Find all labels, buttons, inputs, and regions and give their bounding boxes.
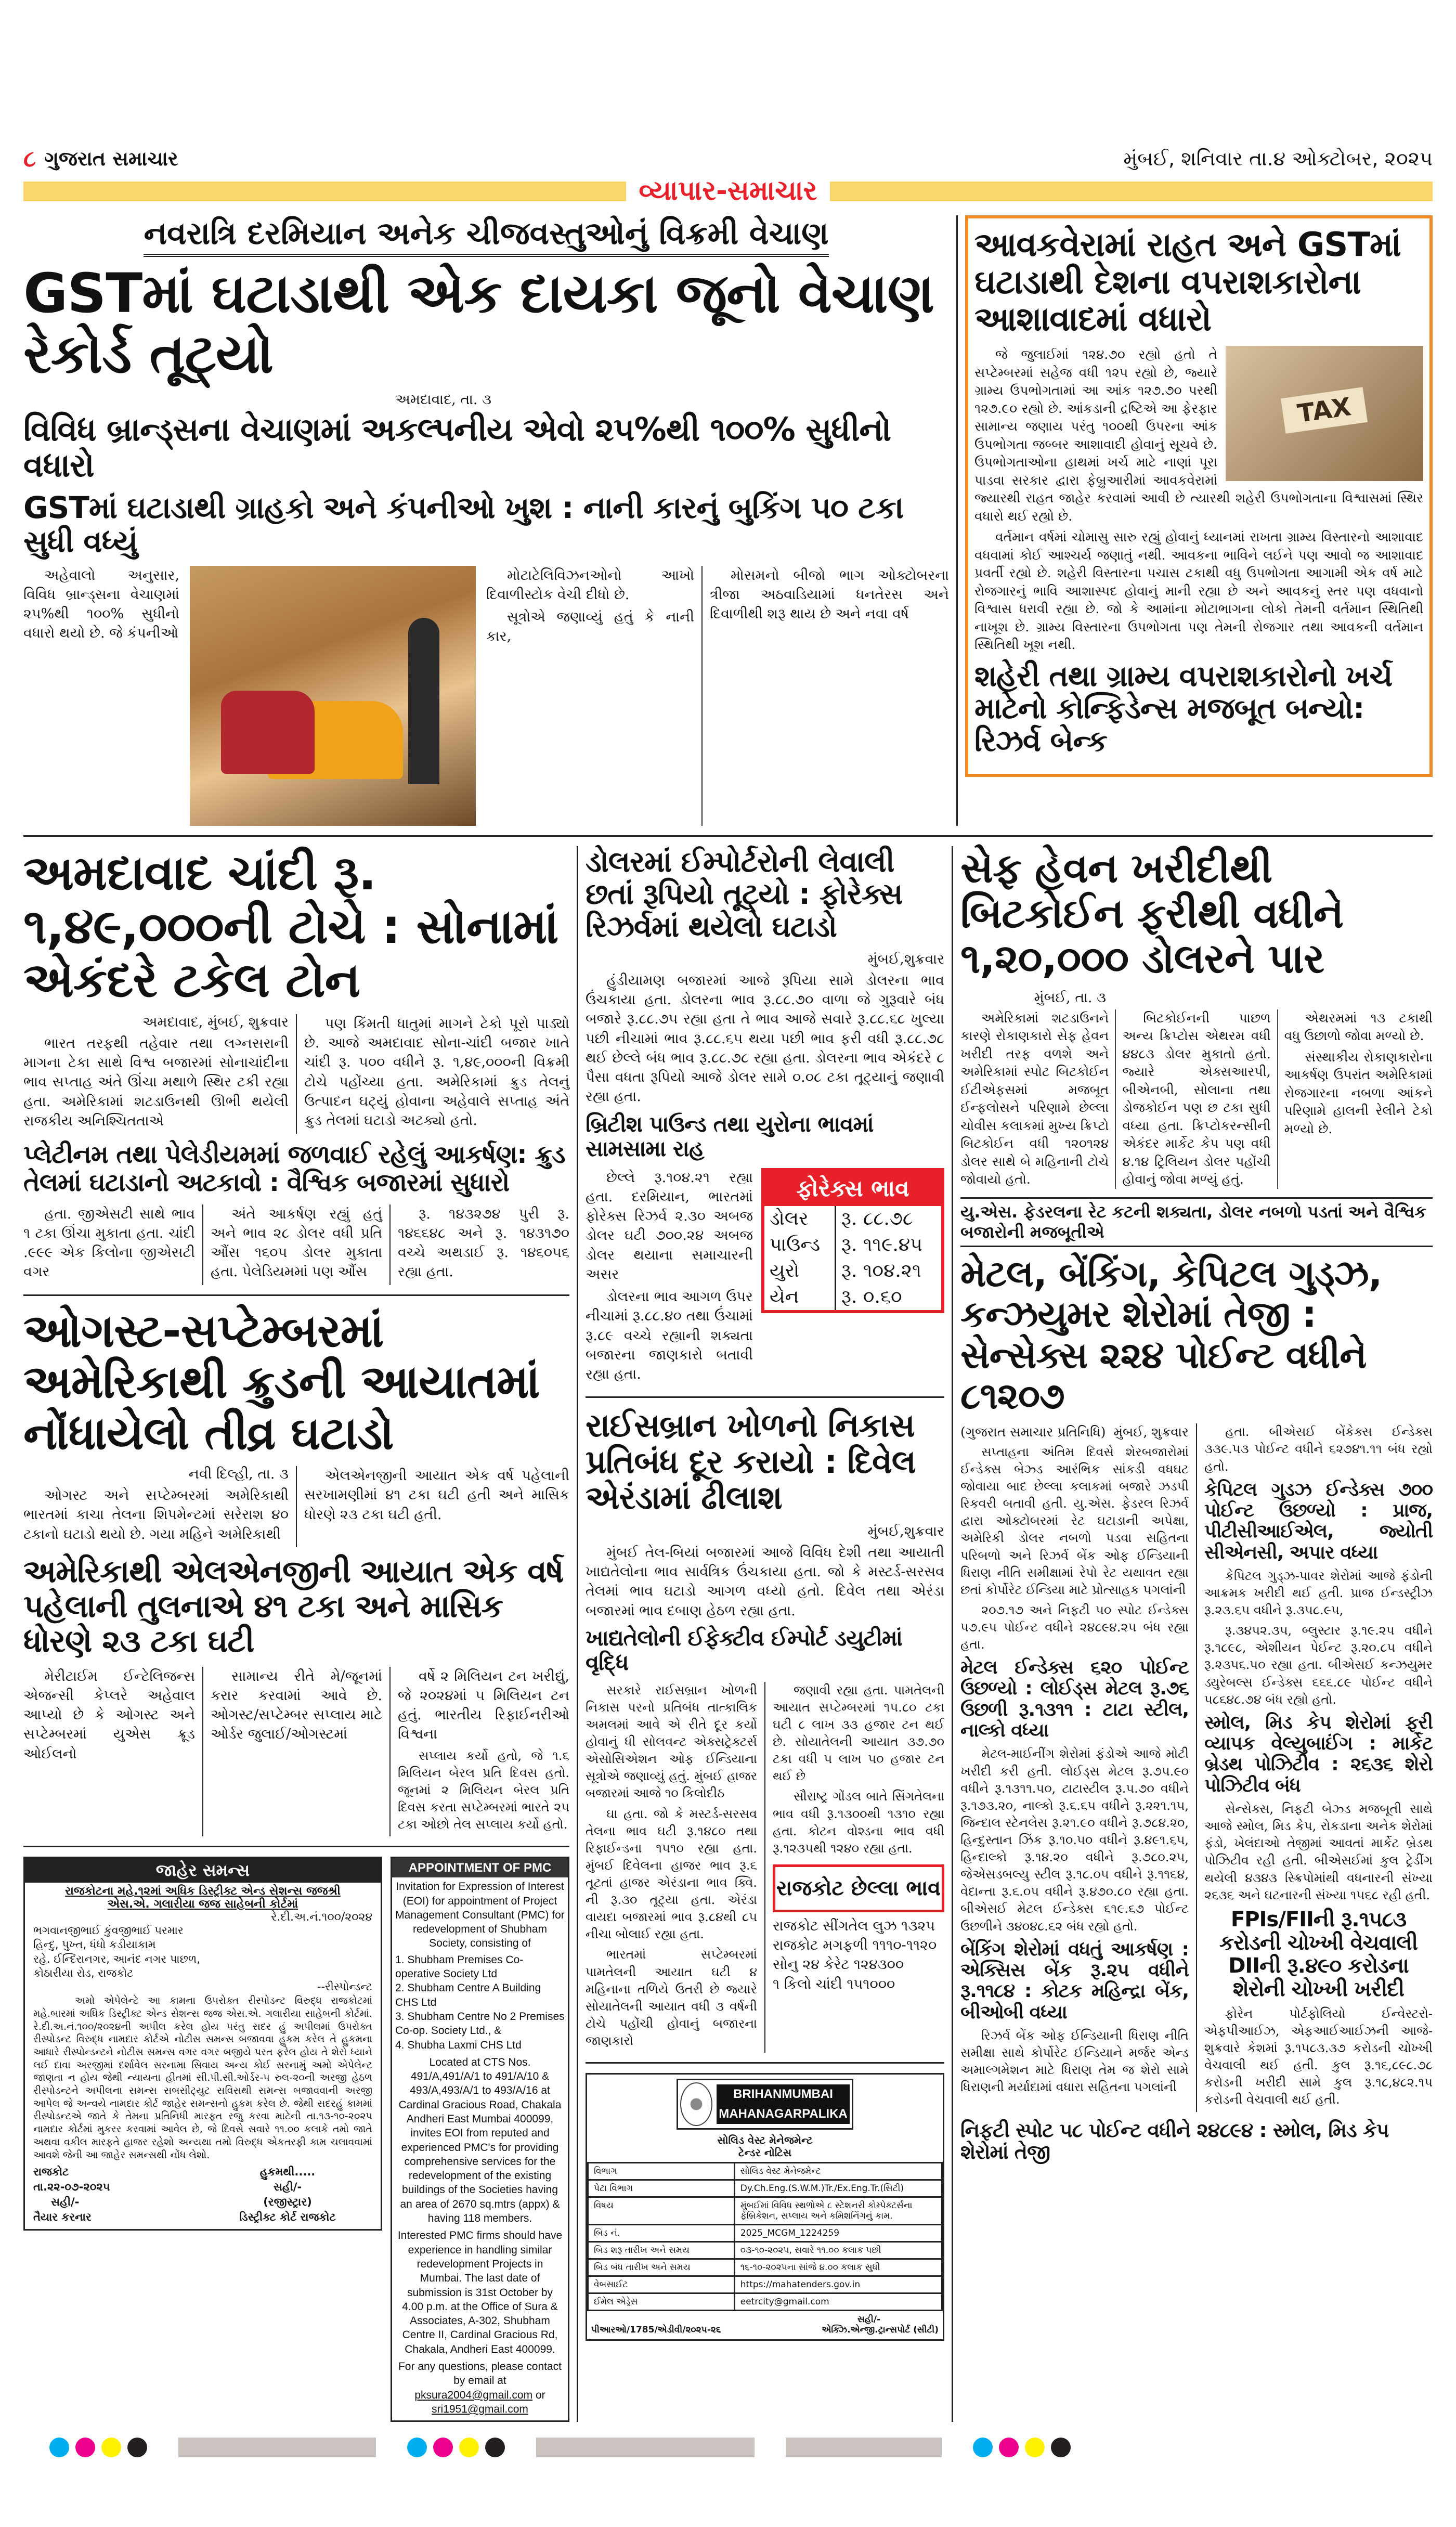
column-divider [952,846,953,2422]
edition-date: મુંબઈ, શનિવાર તા.૪ ઓક્ટોબર, ૨૦૨૫ [1123,147,1433,170]
silver-col-1-wrap [23,1014,289,1134]
paragraph: રિઝર્વ બેંક ઓફ ઈન્ડિયાની ધિરાણ નીતિ સમીક્ષા સાથે કોર્પોરેટ ઈન્ડિયાને મર્જર એન્ડ અમાલ્ગમેશન માટે ધિરાણ તેમ જ શેરો સામે ધિરાણની મર્યાદામાં વધારા સહિતના પગલાંની [960,2028,1189,2095]
gst-headline: GSTમાં ઘટાડાથી એક દાયકા જૂનો વેચાણ રેકોર્ડ તૂટ્યો [23,262,934,386]
paragraph: રૂ.૩૪૫૨.૩૫, બ્લુસ્ટાર રૂ.૧૯.૨૫ વધીને રૂ.૧૮૯૮, એશીયન પેઈન્ટ રૂ.૨૦.૮૫ વધીને રૂ.૨૩૫૬.૫૦ રહ્યા હતા. બીએસઈ કન્ઝયુમર ડ્યુરેબલ્સ ઈન્ડેક્સ ૬૬૬.૮૯ પોઈન્ટ વધીને ૫૮૬૪૮.૭૪ બંધ રહ્યો હતો. [1204,1623,1433,1707]
registration-dot-magenta [999,2438,1019,2457]
paragraph: ભારતમાં સપ્ટેમ્બરમાં પામતેલની આયાત ઘટી ૪ મહિનાના તળિયે ઉતરી છે જ્યારે સોયાતેલની આયાત વધી ૩ વર્ષની ટોચે પહોંચી હોવાનું બજારના જાણકારો [586,1947,757,2048]
middle-column [586,846,944,2341]
crude-col-5-wrap [398,1667,569,1837]
bitcoin-story [960,846,1433,1189]
tender-label: બિડ નં. [588,2225,735,2242]
dollar-dateline: મુંબઈ,શુક્રવાર [867,951,944,967]
rajkot-rates-list [773,1916,944,1994]
paragraph: વર્તમાન વર્ષમાં ચોમાસુ સારુ રહ્યું હોવાનું ધ્યાનમાં રાખતા ગ્રામ્ય વિસ્તારનો આશાવાદ વધવામાં કોઈ આશ્ચર્ય જણાતું નથી. આવકના ભાવિને લઈને પણ આવો જ આશાવાદ પ્રવર્તી રહ્યો છે. શહેરી વિસ્તારના પચાસ ટકાથી વધુ ઉપભોગતા આગામી એક વર્ષ માટે રોજગારનું ભાવિ આશાસ્પદ હોવાનું માની રહ્યા છે અને આવકનું સ્તર પણ વધવાનો વિશ્વાસ ધરાવી રહ્યા છે. જો કે આમાંના મોટાભાગના લોકો તેમની વર્તમાન સ્થિતિથી નાખૂશ છે. ગ્રામ્ય વિસ્તારના ઉપભોગતા પણ તેમની રોજગાર તથા આવકની વર્તમાન સ્થિતિથી ખૂશ નથી. [974,529,1423,653]
market-dateline: મુંબઈ, શુક્રવાર [1113,1424,1189,1440]
crude-headline: ઓગસ્ટ-સપ્ટેમ્બરમાં અમેરિકાથી ક્રુડની આયાતમાં નોંધાયેલો તીવ્ર ઘટાડો [23,1303,540,1460]
banking-subheadline: બેંકિંગ શેરોમાં વધતું આકર્ષણ : એક્સિસ બેંક રૂ.૨૫ વધીને રૂ.૧૧૮૪ : કોટક મહિન્દ્રા બેંક, બીઓબી વધ્યા [960,1938,1189,2023]
currency-rate: રૂ. ૧૦૪.૨૧ [835,1258,941,1284]
bmc-reference: પીઆરઓ/1785/એડીવી/૨૦૨૫-૨૬ [591,2325,721,2336]
registration-dot-yellow [1025,2438,1045,2457]
pmc-email-link[interactable]: pksura2004@gmail.com [414,2389,533,2401]
masthead-left [23,146,178,172]
top-row [23,215,1433,826]
summons-court-line-1: રાજકોટના મહે.૧૨માં અધિક ડિસ્ટ્રીક્ટ એન્ડ સેશન્સ જજશ્રી [65,1885,341,1898]
summons-case-number: રે.દી.અ.નં.૧૦૦/૨૦૨૪ [271,1911,372,1924]
left-column [23,846,569,2422]
gst-subheadline-2: GSTમાં ઘટાડાથી ગ્રાહકો અને કંપનીઓ ખુશ : નાની કારનું બુકિંગ ૫૦ ટકા સુધી વધ્યું [23,489,904,559]
tender-label: ઈમેલ એડ્રેસ [588,2293,735,2311]
currency-name: ડોલર [770,1208,809,1229]
tender-value: મુંબઈમાં વિવિધ સ્થળોએ ૮ સ્ટેશનરી કોમ્પેક્ટર્સના ફેબ્રિકેશન, સપ્લાય અને કમિશનિંગનું કામ. [734,2197,942,2225]
column-divider [202,1667,203,1837]
column-divider [389,1204,391,1285]
crude-col-5 [398,1667,569,1744]
silver-col-3 [23,1204,195,1285]
tender-value [734,2293,942,2311]
paragraph: સંસ્થાકીય રોકાણકારોના આકર્ષણ ઉપરાંત અમેરિકામાં રોજગારના નબળા આંકને પરિણામે હાલની રેલીને ટેકો મળ્યો છે. [1284,1049,1433,1136]
paragraph: સામાન્ય રીતે મે/જૂનમાં કરાર કરવામાં આવે છે. ઓગસ્ટ/સપ્ટેમ્બર સપ્લાય માટે ઓર્ડર જુલાઈ/ઓગસ્ટમાં [211,1668,382,1743]
paragraph: જે જુલાઈમાં ૧૨૪.૭૦ રહ્યો હતો તે સપ્ટેમ્બરમાં સહેજ વધી ૧૨૫ રહ્યો છે, જ્યારે ગ્રામ્ય ઉપભોગતામાં આ આંક ૧૨૭.૭૦ પરથી ૧૨૭.૯૦ રહ્યો છે. આંકડાની દ્રષ્ટિએ આ ફેરફાર સામાન્ય જણાય પરંતુ ૧૦૦થી ઉપરના આંક ઉપભોગતા જબ્બર આશાવાદી હોવાનું સૂચવે છે. ઉપભોગતાઓના હાથમાં ખર્ચ માટે નાણાં પૂરા પાડવા સરકાર દ્વારા ફેબ્રુઆરીમાં આવકવેરામાં જ્યારથી રાહત જાહેર કરવામાં આવી છે ત્યારથી શહેરી ઉપભોગતાના વિશ્વાસમાં સ્થિર વધારો થઈ રહ્યો છે. [974,347,1423,524]
silver-bottom-columns [23,1204,569,1285]
paragraph: પણ કિંમતી ધાતુમાં માગને ટેકો પૂરો પાડ્યો છે. આજે અમદાવાદ સોના-ચાંદી બજાર ખાતે ચાંદી રૂ. ૫૦૦ વધીને રૂ. ૧,૪૯,૦૦૦ની વિક્રમી ટોચે પહોંચ્યા હતા. અમેરિકામાં ક્રુડ તેલનું ઉત્પાદન ઘટ્યું હોવાના અહેવાલે સપ્તાહ અંતે ક્રુડ તેલમાં ઘટાડો અટક્યો હતો. [304,1015,569,1129]
bitcoin-dateline: મુંબઈ, તા. ૩ [1034,989,1106,1006]
car-showroom-photo [190,566,476,826]
gst-subheadline-1: વિવિધ બ્રાન્ડ્સના વેચાણમાં અકલ્પનીય એવો ૨૫%થી ૧૦૦% સુધીનો વધારો [23,410,891,485]
summons-respondent [25,1924,381,1980]
summons-title: જાહેર સમન્સ [25,1858,381,1883]
silver-col-4 [211,1204,382,1285]
dollar-headline: ડોલરમાં ઈમ્પોર્ટરોની લેવાલી છતાં રૂપિયો તૂટ્યો : ફોરેક્સ રિઝર્વમાં થયેલો ઘટાડો [586,845,903,944]
bmc-logo-block [677,2079,853,2130]
org-line: BRIHANMUMBAI [733,2087,833,2102]
pmc-requirement: Interested PMC firms should have experience in handling similar redevelopment Projects in Mumbai. The last date of submission is 31st October by 4.00 p.m. at the Office of Sura & Associates, A-302, Shubham Centre II, Cardinal Gracious Rd, Chakala, Andheri East 400099. [397,2230,563,2355]
market-col-left [960,1423,1189,2099]
paragraph: એલએનજીની આયાત એક વર્ષ પહેલાની સરખામણીમાં ૪૧ ટકા ઘટી હતી અને માસિક ધોરણે ૨૩ ટકા ઘટી હતી. [304,1468,569,1523]
section-band-left [23,182,626,201]
market-story [960,1197,1433,2171]
bmc-sign: સહી/- [857,2314,880,2325]
silver-top-columns [23,1014,569,1134]
currency-rate: રૂ. ૮૮.૭૮ [835,1206,941,1232]
paragraph: ૨૦૭.૧૭ અને નિફટી ૫૦ સ્પોટ ઈન્ડેક્સ ૫૭.૯૫ પોઈન્ટ વધીને ૨૪૮૯૪.૨૫ બંધ રહ્યા હતા. [960,1602,1189,1652]
capital-goods-subheadline: કેપિટલ ગુડઝ ઈન્ડેક્સ ૭૦૦ પોઈન્ટ ઉછળ્યો : પ્રાજ, પીટીસીઆઈએલ, જ્યોતી સીએનસી, અપાર વધ્યા [1204,1479,1433,1563]
bmc-tender-notice [586,2073,944,2341]
paragraph: એથરમમાં ૧૩ ટકાથી વધુ ઉછાળો જોવા મળ્યો છે. [1284,1010,1433,1044]
column-divider [202,1204,203,1285]
society-item: 1. Shubham Premises Co-operative Society Ltd [395,1953,524,1980]
tender-label: વિભાગ [588,2163,735,2180]
forex-row [764,1232,941,1258]
currency-name: પાઉન્ડ [770,1234,821,1255]
paragraph: રૂ. ૧૪૩૨૭૪ પુરી રૂ. ૧૪૬૬૪૮ અને રૂ. ૧૪૩૧૭૦ વચ્ચે અથડાઈ રૂ. ૧૪૬૦૫૬ રહ્યા હતા. [398,1206,569,1280]
tender-value [734,2276,942,2293]
paragraph: સેન્સેક્સ, નિફટી બેઝ્ડ મજબૂતી સાથે આજે સ્મોલ, મિડ કેપ, રોકડાના અનેક શેરોમાં ફંડો, ખેલંદાઓ તેજીમાં આવતાં માર્કેટ બ્રેડથ પોઝિટીવ રહી હતી. બીએસઈમાં કુલ ટ્રેડીંગ થયેલી ૪૩૪૩ સ્ક્રિપોમાંથી વધનારની સંખ્યા ૨૬૩૬ અને ઘટનારની સંખ્યા ૧૫૬૮ રહી હતી. [1204,1802,1433,1902]
paragraph: સરકારે રાઈસબ્રાન ખોળની નિકાસ પરનો પ્રતિબંધ તાત્કાલિક અમલમાં આવે એ રીતે દૂર કર્યો હોવાનું ધી સોલવન્ટ એક્સટ્રેક્ટર્સ એસોસિએશન ઓફ ઈન્ડિયાના સૂત્રોએ જણાવ્યું હતું. મુંબઈ હાજર બજારમાં આજે ૧૦ કિલોદીઠ [586,1682,757,1801]
silver-col-5 [398,1204,569,1285]
paper-name: ગુજરાત સમાચાર [44,147,178,170]
tender-website-link[interactable]: https://mahatenders.gov.in [740,2279,861,2290]
summons-signatures [25,2166,381,2224]
market-kicker: યુ.એસ. ફેડરલના રેટ કટની શક્યતા, ડોલર નબળો પડતાં અને વૈશ્વિક બજારોની મજબૂતીએ [960,1197,1433,1247]
paragraph: ઓગસ્ટ અને સપ્ટેમ્બરમાં અમેરિકાથી ભારતમાં કાચા તેલના શિપમેન્ટમાં સરેરાશ ૪૦ ટકાનો ઘટાડો થયો છે. ગયા મહિને અમેરિકાથી [23,1487,289,1543]
registration-dot-yellow [101,2438,121,2457]
respondent-line: કોઠારીયા રોડ, રાજકોટ [33,1966,134,1979]
dollar-col-a [586,1168,753,1388]
ricebran-headline: રાઈસબ્રાન ખોળનો નિકાસ પ્રતિબંધ દૂર કરાયો : દિવેલ એરંડામાં ઢીલાશ [586,1406,916,1517]
ricebran-dateline: મુંબઈ,શુક્રવાર [867,1523,944,1539]
summons-court: ડિસ્ટ્રીક્ટ કોર્ટ રાજકોટ [239,2211,336,2224]
silver-col-2 [304,1014,569,1134]
gst-col-3 [486,566,694,650]
horizontal-rule [586,1396,944,1398]
horizontal-rule [23,1294,569,1296]
summons-sign: સહી/- [273,2181,302,2194]
crude-bottom-columns [23,1667,569,1837]
registration-dot-magenta [433,2438,453,2457]
rbi-col-2 [974,528,1423,654]
ricebran-col-1 [586,1682,757,2053]
crude-col-1 [23,1486,289,1544]
crude-col-6 [398,1747,569,1834]
tender-label: બિડ બંધ તારીખ અને સમય [588,2259,735,2276]
rajkot-rate-item: રાજકોટ મગફળી ૧૧૧૦-૧૧૨૦ [773,1937,937,1954]
registration-bar [536,2438,755,2457]
paragraph: મુંબઈ તેલ-બિયાં બજારમાં આજે વિવિધ દેશી તથા આયાતી ખાદ્યતેલોના ભાવ સાર્વત્રિક ઉંચકાયા હતા. જો કે મસ્ટર્ડ-સરસવ તેલમાં ભાવ ઘટાડો આગળ વધ્યો હતો. દિવેલ તથા એરંડા બજારમાં ભાવ દબાણ હેઠળ રહ્યા હતા. [586,1544,944,1619]
paragraph: સૂત્રોએ જણાવ્યું હતું કે નાની કાર, [486,609,694,645]
paragraph: હતા. બીએસઈ બેંકેક્સ ઈન્ડેક્સ ૩૩૯.૫૩ પોઈન્ટ વધીને ૬૨૭૪૧.૧૧ બંધ રહ્યો હતો. [1204,1424,1433,1474]
ricebran-col-2-wrap [773,1682,944,1994]
paragraph: છેલ્લે રૂ.૧૦૪.૨૧ રહ્યા હતા. દરમિયાન, ભારતમાં ફોરેક્સ રિઝર્વ ૨.૩૦ અબજ ડોલર ઘટી ૭૦૦.૨૪ અબજ ડોલર થયાના સમાચારની અસર [586,1169,753,1282]
column-divider [1196,1423,1197,2111]
tender-row [588,2225,942,2242]
pmc-society-list [395,1953,565,2052]
section-band [23,175,1433,207]
crude-story [23,1305,569,1837]
currency-rate: રૂ. ૦.૬૦ [835,1284,941,1310]
silver-headline: અમદાવાદ ચાંદી રૂ. ૧,૪૯,૦૦૦ની ટોચે : સોનામાં એકંદરે ટકેલ ટોન [23,845,558,1008]
pmc-intro: Invitation for Expression of Interest (EOI) for appointment of Project Management Consultant (PMC) for redevelopment of Shubham Society, consisting of [395,1881,565,1950]
pmc-email-link[interactable]: sri1951@gmail.com [432,2403,528,2415]
tax-tag: TAX [1281,387,1368,433]
summons-prepared-by: તૈયાર કરનાર [33,2211,92,2224]
rajkot-title: રાજકોટ છેલ્લા ભાવ [773,1864,944,1912]
horizontal-rule [23,1846,569,1847]
bmc-subtitle-line: ટેન્ડર નોટિસ [738,2146,792,2159]
forex-row [764,1258,941,1284]
column-divider [389,1667,391,1837]
nifty-footer-headline: નિફટી સ્પોટ ૫૮ પોઈન્ટ વધીને ૨૪૮૯૪ : સ્મોલ, મિડ કેપ શેરોમાં તેજી [960,2118,1389,2164]
tender-row [588,2163,942,2180]
section-band-right [830,182,1433,201]
tender-value: Dy.Ch.Eng.(S.W.M.)Tr./Ex.Eng.Tr.(સિટી) [734,2180,942,2197]
tender-row [588,2180,942,2197]
paragraph: ફોરેન પોર્ટફોલિયો ઈન્વેસ્ટરો-એફપીઆઈઝ, એફઆઈઆઈઝની આજે-શુક્રવારે કેશમાં રૂ.૧૫૮૩.૩૭ કરોડની ચોખ્ખી વેચવાલી થઈ હતી. કુલ રૂ.૧૬,૮૯૮.૭૮ કરોડની ખરીદી સામે કુલ રૂ.૧૮,૪૮૨.૧૫ કરોડની વેચવાલી થઈ હતી. [1204,2006,1433,2107]
gst-story [23,215,949,826]
market-columns [960,1423,1433,2111]
tender-label: બિડ શરૂ તારીખ અને સમય [588,2242,735,2259]
registration-dot-black [1051,2438,1071,2457]
summons-place: રાજકોટ [33,2166,69,2179]
respondent-line: ભગવાનજીભાઈ કુંવજીભાઈ પરમાર [33,1924,184,1937]
tender-label: વેબસાઈટ [588,2276,735,2293]
paragraph: મેરીટાઈમ ઈન્ટેલિજન્સ એજન્સી કેપ્લરે અહેવાલ આપ્યો છે કે ઓગસ્ટ અને સપ્ટેમ્બરમાં યુએસ ક્રૂડ ઓઈલનો [23,1668,195,1762]
dollar-body [586,971,944,1107]
bmc-org-name [717,2084,850,2124]
registration-dot-black [485,2438,505,2457]
paragraph: સપ્તાહના અંતિમ દિવસે શેરબજારોમાં ઈન્ડેક્સ બેઝ્ડ આરંભિક સાંકડી વધઘટ જોવાયા બાદ છેલ્લા કલાકમાં બજારે ઝડપી રિકવરી બતાવી હતી. યુ.એસ. ફેડરલ રિઝર્વ દ્વારા ઓક્ટોબરમાં રેટ ઘટાડાની અપેક્ષા, અમેરિકી ડોલર નબળો પડવા સહિતના પરિબળો અને રિઝર્વ બેંક ઓફ ઈન્ડિયાની ધિરાણ નીતિ સમીક્ષામાં રેપો રેટ યથાવત રહ્યા છતાં કોર્પોરેટ ઈન્ડિયા માટે પ્રોત્સાહક પગલાંની [960,1444,1189,1597]
tender-row [588,2276,942,2293]
rbi-headline: આવકવેરામાં રાહત અને GSTમાં ઘટાડાથી દેશના વપરાશકારોના આશાવાદમાં વધારો [974,226,1401,339]
horizontal-rule [586,2062,944,2064]
silver-story [23,846,569,1285]
gst-kicker: નવરાત્રિ દરમિયાન અનેક ચીજવસ્તુઓનું વિક્રમી વેચાણ [144,215,828,257]
notices-row [23,1857,569,2422]
paragraph: હુંડીયામણ બજારમાં આજે રૂપિયા સામે ડોલરના ભાવ ઉંચકાયા હતા. ડોલરના ભાવ રૂ.૮૮.૭૦ વાળા જે ગુરૂવારે બંધ બજારે રૂ.૮૮.૭૫ રહ્યા હતા તે ભાવ આજે સવારે રૂ.૮૮.૬૮ ખુલ્યા પછી નીચામાં ભાવ રૂ.૮૮.૬૫ થયા પછી ભાવ ફરી વધી રૂ.૮૮.૭૮ થઈ છેલ્લે બંધ ભાવ રૂ.૮૮.૭૮ રહ્યા હતા. ડોલરના ભાવ એકંદરે ૮ પૈસા વધતા રૂપિયો આજે ડોલર સામે ૦.૦૮ ટકા તૂટ્યાનું જણાવી રહ્યા હતા. [586,972,944,1105]
society-item: 3. Shubham Centre No 2 Premises Co-op. Society Ltd., & [395,2010,565,2037]
market-byline-row [960,1423,1189,1442]
crude-col-2 [304,1466,569,1527]
market-byline: (ગુજરાત સમાચાર પ્રતિનિધિ) [960,1424,1106,1440]
paragraph: કેપિટલ ગુડ્ઝ-પાવર શેરોમાં આજે ફંડોની આક્રમક ખરીદી થઈ હતી. પ્રાજ ઈન્ડસ્ટ્રીઝ રૂ.૨૩.૬૫ વધીને રૂ.૩૫૮.૯૫, [1204,1568,1433,1618]
tender-row [588,2259,942,2276]
right-column [960,846,1433,2171]
rbi-story-box [965,215,1433,777]
respondent-line: હિન્દુ, પુખ્ત, ધંધો કડીયાકામ [33,1938,156,1951]
pmc-title: APPOINTMENT OF PMC [392,1858,568,1877]
metal-subheadline: મેટલ ઈન્ડેક્સ ૬૨૦ પોઈન્ટ ઉછળ્યો : લોઈડ્સ મેટલ રૂ.૭૬ ઉછળી રૂ.૧૩૧૧ : ટાટા સ્ટીલ, નાલ્કો વધ્યા [960,1657,1189,1742]
crude-col-3 [23,1667,195,1767]
public-summons-notice [23,1857,382,2231]
summons-body: અમો એપેલેન્ટે આ કામના ઉપરોક્ત રીસ્પોડન્ટ વિરુદ્ધ રાજકોટમાં મહે.બારમાં અધિક ડિસ્ટ્રીક્ટ એન્ડ સેશન્સ જજ એસ.એ. ગલારીયા સાહેબની કોર્ટમાં. રે.દી.અ.નં.૧૦૦/૨૦૨૪ની અપીલ કરેલ હોય પરંતુ સદર હું અપીલમાં ઉપરોક્ત રીસ્પોડન્ટ વિરુદ્ધ નામદાર કોર્ટએ નોટીસ સમન્સ બજાવવા હુકમ કરેલ તે હુકમના આધારે રીસ્પોન્ડન્ટને નોટીસ સમન્સ વગર વગર બજીયે પરત ફરેલ હોય તે શેરો ધ્યાને લઈ દાવા અરજીમાં દર્શાવેલ સરનામા સિવાય અન્ય કોઈ સરનામું અમો એપેલેન્ટ જાણતા ન હોય જેથી ન્યાયના હીતમાં સી.પી.સી.ઓર્ડર-૫ રુલ-૨૦ની અરજી હેઠળ રીસ્પોડન્ટને અપીલના સમન્સ સબસીટ્યુટ સવિસથી સમન્સ બજાવવાની અરજી આપેલ જે અન્વયે નામદાર કોર્ટ જાહેર સમન્સનો હુકમ કરેલ છે. જેથી સદરહું કામમાં રીસ્પોડન્ટએ જાતે કે તેમના પ્રતિનિધી મારફત રજુ કરવા માટેની તા.૧૩-૧૦-૨૦૨૫ નામદાર કોર્ટમાં મુકરર કરવામાં આવેલ છે, જે દિવસે સવારે ૧૧.૦૦ કલાકે તમો જાતે અથવા વકીલ મારફતે હાજર રહેશો અન્યથા તમો વિરુદ્ધ એકતરફી કામ ચલાવવામાં આવશે જેની આ જાહેર સમન્સથી નોંધ લેશો. [33,1995,372,2161]
silver-col-1 [23,1034,289,1131]
bmc-tender-table [587,2162,943,2311]
tender-row [588,2293,942,2311]
paragraph: મેટલ-માઈનીંગ શેરોમાં ફંડોએ આજે મોટી ખરીદી કરી હતી. લોઈડ્સ મેટલ રૂ.૭૫.૯૦ વધીને રૂ.૧૩૧૧.૫૦, ટાટાસ્ટીલ રૂ.૫.૭૦ વધીને રૂ.૧૭૩.૨૦, નાલ્કો રૂ.૬.૬૫ વધીને રૂ.૨૨૧.૧૫, જિન્દાલ સ્ટેનલેસ રૂ.૨૧.૯૦ વધીને રૂ.૭૮૪.૨૦, હિન્દુસ્તાન ઝિંક રૂ.૧૦.૫૦ વધીને રૂ.૪૯૧.૬૫, હિન્દાલ્કો રૂ.૧૪.૨૦ વધીને રૂ.૭૮૦.૨૫, જેએસડબલ્યુ સ્ટીલ રૂ.૧૮.૦૫ વધીને રૂ.૧૧૬૪, વેદાન્તા રૂ.૬.૦૫ વધીને રૂ.૪૭૦.૮૦ રહ્યા હતા. બીએસઈ મેટલ ઈન્ડેક્સ ૬૧૯.૬૭ પોઈન્ટ ઉછળીને ૩૪૦૪૮.૬૨ બંધ રહ્યો હતો. [960,1746,1189,1934]
column-divider [577,846,578,2422]
forex-row [764,1206,941,1232]
registration-marks [23,2438,1433,2457]
page-number: ૮ [23,146,36,172]
person-shape [408,618,439,784]
registration-dot-cyan [49,2438,69,2457]
bmc-emblem-icon [680,2082,712,2126]
ricebran-columns [586,1682,944,2053]
paragraph: અહેવાલો અનુસાર, વિવિધ બ્રાન્ડ્સના વેચાણમાં ૨૫%થી ૧૦૦% સુધીનો વધારો થયો છે. જે કંપનીઓ [23,567,179,642]
paragraph: અમેરિકામાં શટડાઉનને કારણે રોકાણકારો સેફ હેવન ખરીદી તરફ વળશે અને અમેરિકામાં સ્પોટ બિટકોઈન ઈટીએફસમાં મજબૂત ઈન્ફલોસને પરિણામે છેલ્લા ચોવીસ કલાકમાં મુખ્ય ક્રિપ્ટો બિટકોઈન વધી ૧૨૦૧૨૪ ડોલર સાથે બે મહિનાની ટોચે જોવાયો હતો. [960,1010,1109,1187]
paragraph: અંતે આકર્ષણ રહ્યું હતું અને ભાવ ૨૮ ડોલર વધી પ્રતિ ઔંસ ૧૬૦૫ ડોલર મુકાતા હતા. પેલેડિયમમાં પણ ઔંસ [211,1206,382,1280]
smallcap-subheadline: સ્મોલ, મિડ કેપ શેરોમાં ફરી વ્યાપક વેલ્યુબાઈંગ : માર્કેટ બ્રેડથ પોઝિટીવ : ૨૬૩૬ શેરો પોઝિટીવ બંધ [1204,1712,1433,1796]
tender-row [588,2242,942,2259]
paragraph: બિટકોઈનની પાછળ અન્ય ક્રિપ્ટોસ એથરમ વધી ૪૪૮૩ ડોલર મુકાતો હતો. જ્યારે એક્સઆરપી, બીએનબી, સોલાના તથા ડોજકોઈન પણ છ ટકા સુધી વધ્યા હતા. ક્રિપ્ટોકરન્સીની એકંદર માર્કેટ કેપ પણ વધી ૪.૧૪ ટ્રિલિયન ડોલર પહોંચી હોવાનું જોવા મળ્યું હતું. [1122,1010,1271,1187]
pmc-location: Located at CTS Nos. 491/A,491/A/1 to 491/A/10 & 493/A,493/A/1 to 493/A/16 at Cardinal Gracious Road, Chakala Andheri East Mumbai 400099, invites EOI from reputed and experienced PMC's for providing comprehensive services for the redevelopment of the existing buildings of the Societies having an area of 2670 sq.mtrs (appx) & having 118 members. [398,2056,562,2225]
forex-rates-table [761,1168,944,1313]
currency-rate: રૂ. ૧૧૯.૪૫ [835,1232,941,1258]
paragraph: હતા. જીએસટી સાથે ભાવ ૧ ટકા ઊંચા મુકાતા હતા. ચાંદી .૯૯૯ એક કિલોના જીએસટી વગર [23,1206,195,1280]
dollar-subheadline: બ્રિટીશ પાઉન્ડ તથા યુરોના ભાવમાં સામસામા રાહ [586,1111,874,1161]
crude-subheadline: અમેરિકાથી એલએનજીની આયાત એક વર્ષ પહેલાની તુલનાએ ૪૧ ટકા અને માસિક ધોરણે ૨૩ ટકા ઘટી [23,1553,564,1660]
registration-dot-yellow [459,2438,479,2457]
registration-dot-black [127,2438,147,2457]
rbi-footer-headline: શહેરી તથા ગ્રામ્ય વપરાશકારોનો ખર્ચ માટેનો કોન્ફિડેન્સ મજબૂત બન્યો: રિઝર્વ બેન્ક [974,659,1393,758]
registration-bar [786,2438,942,2457]
paragraph: મોસમનો બીજો ભાગ ઓક્ટોબરના ત્રીજા અઠવાડિયામાં ધનતેરસ અને દિવાળીથી શરૂ થાય છે અને નવા વર્ષ [710,567,949,623]
summons-order: હુકમથી..... [259,2166,316,2179]
registration-dot-cyan [973,2438,993,2457]
bmc-signatory: એક્ઝિ.એન્જી.ટ્રાન્સપોર્ટ (સીટી) [822,2325,939,2336]
pmc-or: or [535,2389,545,2401]
silver-dateline: અમદાવાદ, મુંબઈ, શુક્રવાર [142,1014,289,1030]
paragraph: સપ્લાય કર્યો હતો, જે ૧.૬ મિલિયન બેરલ પ્રતિ દિવસ હતો. જૂનમાં ૨ મિલિયન બેરલ પ્રતિ દિવસ કરતા સપ્ટેમ્બરમાં ભારતે ૨૫ ટકા ઓછો તેલ સપ્લાય કર્યો હતો. [398,1748,569,1832]
currency-name: યેન [770,1286,799,1307]
bmc-footer [587,2325,943,2335]
paragraph: મોટાટેલિવિઝનઓનો આખો દિવાળીસ્ટોક વેચી દીધો છે. [486,567,694,603]
summons-date: તા.૨૨-૦૭-૨૦૨૫ [33,2181,110,2194]
ricebran-subheadline: ખાદ્યતેલોની ઈફેક્ટીવ ઈમ્પોર્ટ ડયુટીમાં વૃદ્ધિ [586,1625,902,1675]
tender-value: 2025_MCGM_1224259 [734,2225,942,2242]
tender-value: ૦૩-૧૦-૨૦૨૫, સવારે ૧૧.૦૦ કલાક પછી [734,2242,942,2259]
org-line: MAHANAGARPALIKA [719,2107,848,2121]
paragraph: ડોલરના ભાવ આગળ ઉપર નીચામાં રૂ.૮૮.૪૦ તથા ઉંચામાં રૂ.૮૯ વચ્ચે રહ્યાની શક્યતા બજારના જાણકારો બતાવી રહ્યા હતા. [586,1289,753,1383]
paragraph: વર્ષે ૨ મિલિયન ટન ખરીદ્યું, જે ૨૦૨૪માં ૫ મિલિયન ટન હતું. ભારતીય રિફાઈનરીઓ વિશ્વના [398,1668,569,1743]
tender-email-link[interactable]: eetrcity@gmail.com [740,2297,829,2308]
ricebran-story [586,1407,944,2053]
column-divider [764,1682,765,2053]
registration-bar [178,2438,376,2457]
crude-dateline: નવી દિલ્હી, તા. ૩ [188,1466,289,1483]
gst-dateline: અમદાવાદ, તા. ૩ [395,391,491,408]
tender-row [588,2197,942,2225]
market-headline: મેટલ, બેંકિંગ, કેપિટલ ગુડ્ઝ, કન્ઝયુમર શેરોમાં તેજી : સેન્સેક્સ ૨૨૪ પોઈન્ટ વધીને ૮૧૨૦૭ [960,1252,1382,1417]
rajkot-rate-item: સોનુ ૨૪ કેરેટ ૧૨૪૩૦૦ [773,1956,904,1973]
column-divider [956,215,958,826]
forex-row [764,1284,941,1310]
paragraph: ભારત તરફથી તહેવાર તથા લગ્નસરાની માગના ટેકા સાથે વિશ્વ બજારમાં સોનાચાંદીના ભાવ સપ્તાહ અંતે ઊંચા મથાળે સ્થિર ટકી રહ્યા હતા. અમેરિકામાં શટડાઉનથી ઊભી થયેલી રાજકીય અનિશ્ચિતતાએ [23,1035,289,1129]
silver-subheadline: પ્લેટીનમ તથા પેલેડીયમમાં જળવાઈ રહેલું આકર્ષણ: ક્રુડ તેલમાં ઘટાડાનો અટકાવો : વૈશ્વિક બજારમાં સુધારો [23,1140,565,1197]
currency-name: યુરો [770,1260,800,1281]
respondent-label: --રીસ્પોન્ડન્ટ [317,1980,372,1993]
tender-value: સોલિડ વેસ્ટ મેનેજમેન્ટ [734,2163,942,2180]
column-divider [296,1014,297,1134]
society-item: 2. Shubham Centre A Building CHS Ltd [395,1982,541,2008]
crude-col-1-wrap [23,1466,289,1547]
rajkot-rates-box [773,1864,944,1994]
paragraph: ઘા હતા. જો કે મસ્ટર્ડ-સરસવ તેલના ભાવ ઘટી રૂ.૧૪૮૦ તથા રિફાઈન્ડના ૧૫૧૦ રહ્યા હતા. મુંબઈ દિવેલના હાજર ભાવ રૂ.૬ તૂટતાં હાજર એરંડાના ભાવ ક્વિ. ની રૂ.૩૦ તૂટ્યા હતા. એરંડા વાયદા બજારમાં ભાવ રૂ.૮૪થી ૮૫ નીચા બોલાઈ રહ્યા હતા. [586,1806,757,1942]
summons-sign-2: સહી/- [51,2196,80,2209]
dollar-story [586,846,944,1388]
bitcoin-body [960,1009,1433,1189]
rajkot-rate-item: રાજકોટ સીંગતેલ લુઝ ૧૩૨૫ [773,1917,935,1934]
pmc-contact-text: For any questions, please contact by email at [398,2361,562,2387]
tender-label: પેટા વિભાગ [588,2180,735,2197]
column-divider [296,1466,297,1547]
summons-court-line-2: એસ.એ. ગલારીયા જજ સાહેબની કોર્ટમાં [107,1898,298,1911]
horizontal-rule [23,835,1433,837]
society-item: 4. Shubha Laxmi CHS Ltd [395,2039,522,2051]
market-col-right [1204,1423,1433,2111]
dollar-lower [586,1168,944,1388]
registration-dot-cyan [407,2438,427,2457]
ricebran-col-2 [773,1682,944,1857]
gst-columns [23,566,949,826]
summons-registrar: (રજીસ્ટ્રાર) [263,2196,312,2209]
pmc-appointment-ad [391,1857,569,2422]
gst-col-4 [710,566,949,627]
gst-col-1 [23,566,179,646]
pmc-contact [395,2360,565,2416]
tender-value: ૧૬-૧૦-૨૦૨૫ના સાંજે ૪.૦૦ કલાક સુધી [734,2259,942,2276]
crude-col-4 [211,1667,382,1747]
bitcoin-headline: સેફ હેવન ખરીદીથી બિટકોઈન ફરીથી વધીને ૧,૨૦,૦૦૦ ડોલરને પાર [960,845,1344,983]
registration-dot-magenta [75,2438,95,2457]
tax-photo [1226,346,1423,481]
fpi-subheadline: FPIs/FIIની રૂ.૧૫૮૩ કરોડની ચોખ્ખી વેચવાલી DIIની રૂ.૪૯૦ કરોડના શેરોની ચોખ્ખી ખરીદી [1219,1907,1418,2002]
forex-title: ફોરેક્સ ભાવ [764,1171,941,1206]
paragraph: સૌરાષ્ટ્ર ગોંડલ બાતે સિંગતેલના ભાવ વધી રૂ.૧૩૦૦થી ૧૩૧૦ રહ્યા હતા. કોટન વોશ્ડના ભાવ વધી રૂ.૧૨૩૫થી ૧૨૪૦ રહ્યા હતા. [773,1789,944,1856]
car-shape [221,691,315,774]
rajkot-rate-item: ૧ કિલો ચાંદી ૧૫૧૦૦૦ [773,1976,895,1992]
paragraph: જણાવી રહ્યા હતા. પામતેલની આયાત સપ્ટેમ્બરમાં ૧૫.૮૦ ટકા ઘટી ૮ લાખ ૩૩ હજાર ટન થઈ છે. સોયાતેલની આયાત ૩૭.૭૦ ટકા વધી ૫ લાખ ૫૦ હજાર ટન થઈ છે [773,1682,944,1784]
section-title: વ્યાપાર-સમાચાર [639,175,817,206]
tender-label: વિષય [588,2197,735,2225]
crude-top-columns [23,1466,569,1547]
masthead [23,146,1433,172]
ricebran-intro [586,1543,944,1621]
bmc-subtitle [587,2134,943,2159]
bmc-subtitle-line: સોલિડ વેસ્ટ મેનેજમેન્ટ [717,2134,813,2147]
respondent-line: રહે. ઈન્દિરાનગર, આનંદ નગર પાછળ, [33,1952,200,1965]
lower-area [23,846,1433,2422]
column-divider [701,566,703,826]
